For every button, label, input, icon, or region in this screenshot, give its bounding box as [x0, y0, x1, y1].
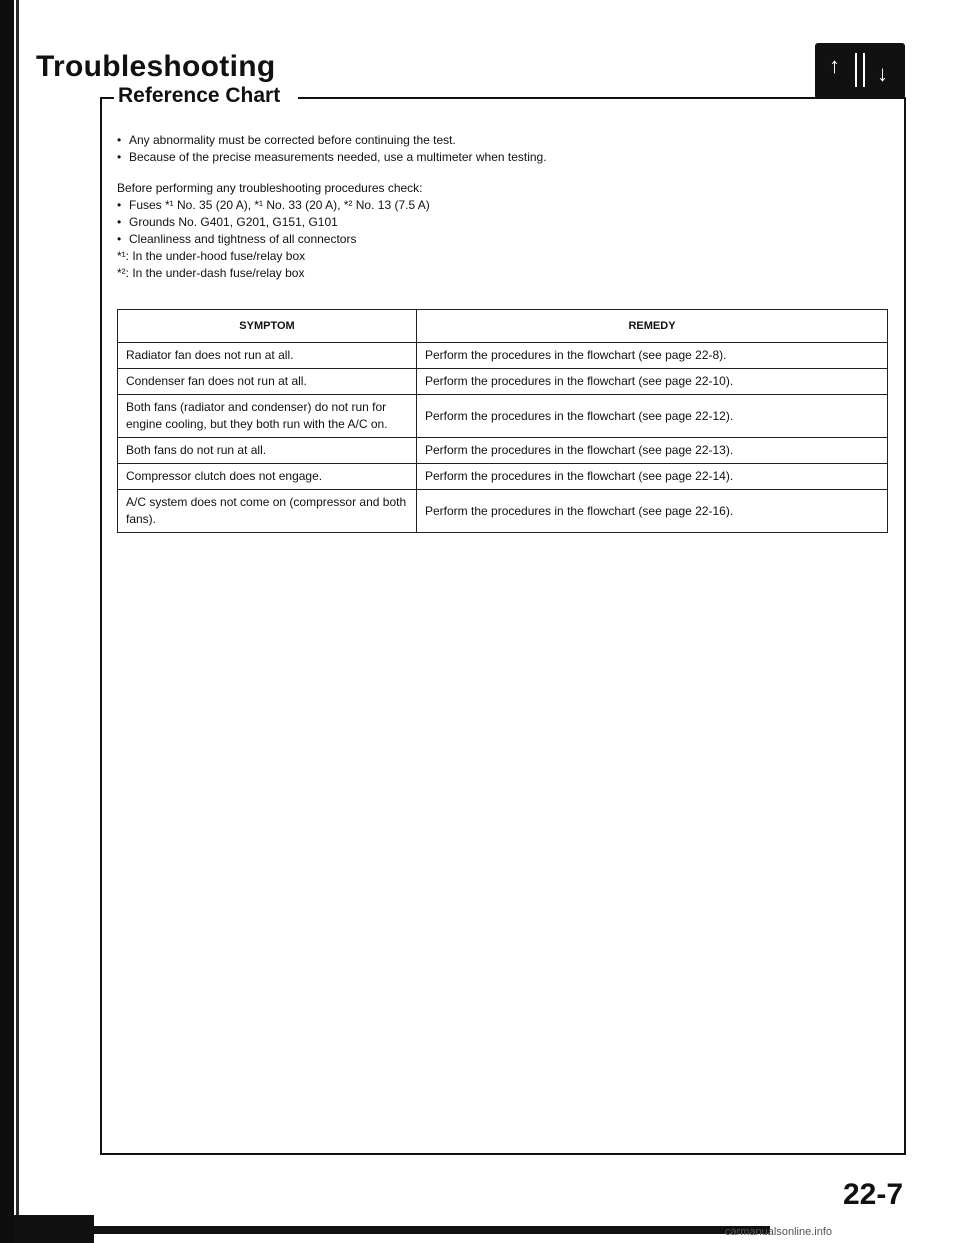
remedy-cell: Perform the procedures in the flowchart (see page 22-12).: [417, 395, 888, 438]
symptom-cell: Both fans do not run at all.: [118, 438, 417, 464]
table-row: [118, 369, 888, 395]
bottom-rule: [30, 1226, 770, 1234]
table-row: [118, 395, 888, 438]
footnote: *²: In the under-dash fuse/relay box: [117, 266, 305, 280]
page-number: 22-7: [843, 1178, 904, 1211]
page-title: Troubleshooting: [36, 50, 276, 83]
section-nav-badge: [815, 43, 905, 99]
check-item: • Grounds No. G401, G201, G151, G101: [117, 214, 897, 231]
table-row: [118, 343, 888, 369]
table-row: [118, 464, 888, 490]
watermark-text[interactable]: carmanualsonline.info: [725, 1226, 833, 1238]
table-row: [118, 490, 888, 533]
remedy-cell: Perform the procedures in the flowchart (see page 22-14).: [417, 464, 888, 490]
table-header-row: [118, 310, 888, 343]
notes-list: [117, 132, 897, 166]
divider-bars-icon: [855, 53, 865, 87]
check-item: • Cleanliness and tightness of all connectors: [117, 231, 897, 248]
check-item: • Fuses *¹ No. 35 (20 A), *¹ No. 33 (20 A), *² No. 13 (7.5 A): [117, 197, 897, 214]
symptom-cell: Compressor clutch does not engage.: [118, 464, 417, 490]
remedy-cell: Perform the procedures in the flowchart (see page 22-10).: [417, 369, 888, 395]
notes-section: [117, 132, 897, 282]
note-item: • Any abnormality must be corrected before continuing the test.: [117, 132, 897, 149]
binding-edge-bar: [0, 0, 14, 1243]
symptom-cell: Both fans (radiator and condenser) do not run for engine cooling, but they both run with the A/C on.: [118, 395, 417, 438]
binding-edge-line: [16, 0, 19, 1243]
remedy-cell: Perform the procedures in the flowchart (see page 22-16).: [417, 490, 888, 533]
symptom-cell: Condenser fan does not run at all.: [118, 369, 417, 395]
column-header-symptom: SYMPTOM: [118, 310, 417, 343]
symptom-cell: A/C system does not come on (compressor and both fans).: [118, 490, 417, 533]
remedy-cell: Perform the procedures in the flowchart (see page 22-13).: [417, 438, 888, 464]
remedy-cell: Perform the procedures in the flowchart (see page 22-8).: [417, 343, 888, 369]
footnote: *¹: In the under-hood fuse/relay box: [117, 249, 306, 263]
section-subtitle: Reference Chart: [118, 84, 281, 107]
before-check-label: Before performing any troubleshooting procedures check:: [117, 181, 423, 195]
reference-table: [117, 309, 888, 533]
table-row: [118, 438, 888, 464]
checks-list: [117, 197, 897, 248]
arrow-down-icon: ↓: [877, 61, 888, 86]
arrow-up-icon: ↑: [829, 53, 840, 78]
note-item: • Because of the precise measurements needed, use a multimeter when testing.: [117, 149, 897, 166]
symptom-cell: Radiator fan does not run at all.: [118, 343, 417, 369]
column-header-remedy: REMEDY: [417, 310, 888, 343]
